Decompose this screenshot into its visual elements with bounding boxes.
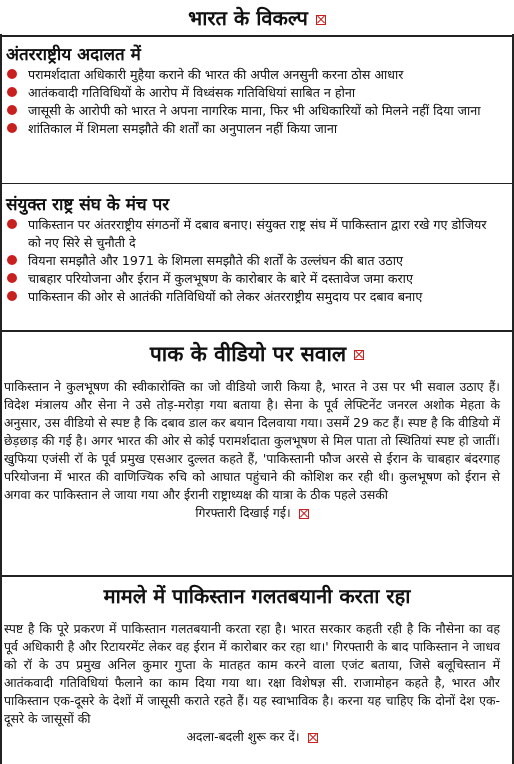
paragraph-end: गिरफ्तारी दिखाई गई।: [4, 504, 500, 522]
list-item: पाकिस्तान की ओर से आतंकी गतिविधियों को लेकर अंतरराष्ट्रीय समुदाय पर दबाव बनाए: [6, 288, 502, 306]
list-item: पाकिस्तान पर अंतरराष्ट्रीय संगठनों में दबाव बनाए। संयुक्त राष्ट्र संघ में पाकिस्तान द्वारा रखे गए डोजियर को नए सिरे से चुनौती दे: [6, 216, 502, 252]
crossed-box-icon: [354, 350, 364, 360]
divider: [2, 35, 512, 37]
list-item: आतंकवादी गतिविधियों के आरोप में विध्वंसक गतिविधियां साबित न होना: [6, 84, 502, 102]
crossed-box-icon: [299, 509, 309, 519]
red-circle-bullet-icon: [7, 87, 17, 97]
section-heading-international-court: अंतरराष्ट्रीय अदालत में: [6, 45, 141, 65]
section-heading-un-platform: संयुक्त राष्ट्र संघ के मंच पर: [6, 195, 170, 215]
list-item: शांतिकाल में शिमला समझौते की शर्तों का अनुपालन नहीं किया जाना: [6, 120, 502, 138]
red-circle-bullet-icon: [7, 255, 17, 265]
list-item: वियना समझौते और 1971 के शिमला समझौते की शर्तों के उल्लंघन की बात उठाए: [6, 252, 502, 270]
red-circle-bullet-icon: [7, 105, 17, 115]
international-court-list: [6, 66, 502, 138]
red-circle-bullet-icon: [7, 123, 17, 133]
list-item: जासूसी के आरोपी को भारत ने अपना नागरिक माना, फिर भी अधिकारियों को मिलने नहीं दिया जाना: [6, 102, 502, 120]
divider: [2, 183, 512, 184]
red-circle-bullet-icon: [7, 69, 17, 79]
pakistan-misstatement-article: स्पष्ट है कि पूरे प्रकरण में पाकिस्तान गलतबयानी करता रहा है। भारत सरकार कहती रही है कि नौसेना का वह पूर्व अधिकारी है और रिटायरमेंट लेकर वह ईरान में कारोबार कर रहा था।' गिरफ्तारी के बाद पाकिस्तान ने जाधव को रॉ के उप प्रमुख अनिल कुमार गुप्ता के मातहत काम करने वाला एजंट बताया, जिसे बलूचिस्तान में आतंकवादी गतिविधियां फैलाने का काम दिया गया था। रक्षा विशेषज्ञ सी. राजामोहन कहते है, भारत और पाकिस्तान एक-दूसरे के देशों में जासूसी कराते रहते हैं। यह स्वाभाविक है। करना यह चाहिए कि दोनों देश एक-दूसरे के जासूसों की अदला-बदली शुरू कर दें।: [4, 621, 500, 744]
divider: [2, 330, 512, 332]
un-platform-list: [6, 216, 502, 306]
section-heading-pakistan-misstatement: मामले में पाकिस्तान गलतबयानी करता रहा: [103, 584, 411, 608]
main-title: भारत के विकल्प: [0, 4, 514, 31]
paragraph-end: अदला-बदली शुरू कर दें।: [4, 728, 500, 746]
red-circle-bullet-icon: [7, 219, 17, 229]
list-item: चाबहार परियोजना और ईरान में कुलभूषण के कारोबार के बारे में दस्तावेज जमा कराए: [6, 270, 502, 288]
red-circle-bullet-icon: [7, 291, 17, 301]
divider: [2, 575, 512, 577]
left-border: [0, 34, 2, 764]
list-item: परामर्शदाता अधिकारी मुहैया कराने की भारत की अपील अनसुनी करना ठोस आधार: [6, 66, 502, 84]
crossed-box-icon: [308, 733, 318, 743]
video-question-article: पाकिस्तान ने कुलभूषण की स्वीकारोक्ति का जो वीडियो जारी किया है, भारत ने उस पर भी सवाल उठाए हैं। विदेश मंत्रालय और सेना ने उसे तोड़-मरोड़ा गया बताया है। सेना के पूर्व लेफ्टिनेंट जनरल अशोक मेहता के अनुसार, उस वीडियो से स्पष्ट है कि दबाव डाल कर बयान दिलवाया गया। उसमें 29 कट हैं। स्पष्ट है कि वीडियो में छेड़छाड़ की गई है। अगर भारत की ओर से कोई परामर्शदाता कुलभूषण से मिल पाता तो स्थितियां स्पष्ट हो जातीं। खुफिया एजंसी रॉ के पूर्व प्रमुख एसआर दुल्लत कहते हैं, 'पाकिस्तानी फौज अरसे से ईरान के चाबहार बंदरगाह परियोजना में भारत की वाणिज्यिक रुचि को आघात पहुंचाने की कोशिश कर रही थी। कुलभूषण को ईरान से अगवा कर पाकिस्तान ले जाया गया और ईरानी राष्ट्राध्यक्ष की यात्रा के ठीक पहले उसकी गिरफ्तारी दिखाई गई।: [4, 379, 500, 520]
crossed-box-icon: [316, 15, 326, 25]
section-heading-video-question: पाक के वीडियो पर सवाल: [0, 340, 514, 368]
red-circle-bullet-icon: [7, 273, 17, 283]
